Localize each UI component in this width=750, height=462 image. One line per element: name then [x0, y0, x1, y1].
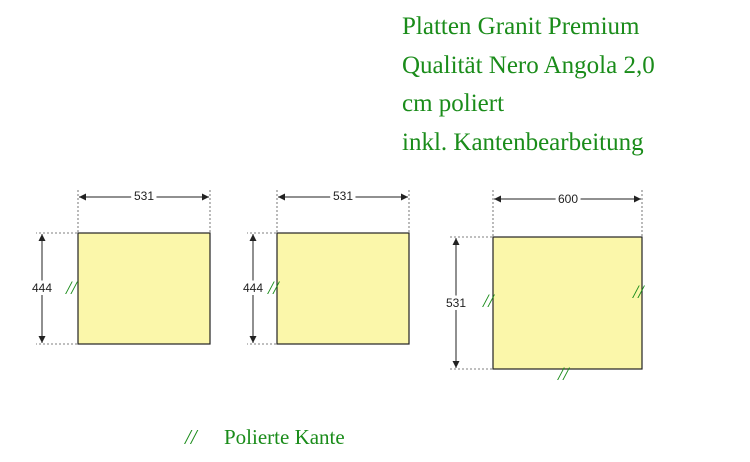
plate-3-shape [493, 237, 642, 369]
plate-3-right-edge-polish-mark: // [633, 282, 644, 303]
title-line-1: Platten Granit Premium [402, 13, 640, 40]
plate-1 [32, 188, 210, 344]
plate-2 [243, 188, 409, 344]
plate-2-left-edge-polish-mark: // [268, 278, 279, 299]
plate-3-width-label: 600 [557, 192, 579, 206]
plate-2-width-label: 531 [332, 189, 354, 203]
title-line-2: Qualität Nero Angola 2,0 [402, 51, 655, 79]
plate-3-left-edge-polish-mark: // [483, 291, 494, 312]
legend-label: Polierte Kante [224, 425, 345, 449]
legend-mark: // [185, 425, 197, 449]
title-line-4: inkl. Kantenbearbeitung [402, 128, 644, 156]
plate-1-left-edge-polish-mark: // [66, 278, 77, 299]
plate-2-shape [277, 233, 409, 344]
title-line-3: cm poliert [402, 90, 505, 117]
plate-3 [446, 190, 645, 385]
plate-1-height-label: 444 [31, 281, 53, 295]
legend [184, 425, 345, 449]
plate-3-bottom-edge-polish-mark: // [558, 364, 569, 385]
plate-1-shape [78, 233, 210, 344]
plate-2-height-label: 444 [242, 281, 264, 295]
plate-1-width-label: 531 [133, 189, 155, 203]
plate-3-height-label: 531 [445, 296, 467, 310]
